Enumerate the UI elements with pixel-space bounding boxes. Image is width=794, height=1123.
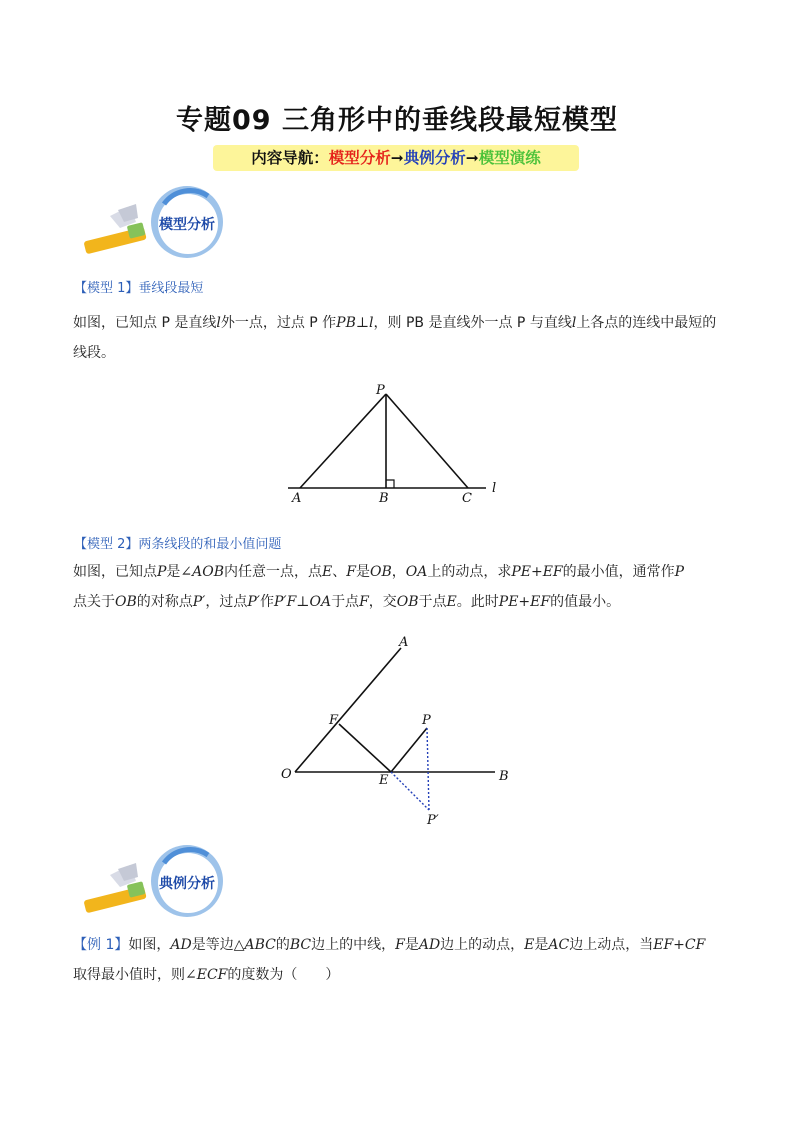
model2-title: 两条线段的和最小值问题 bbox=[138, 537, 282, 552]
model2-paragraph: 如图，已知点P是∠AOB内任意一点，点E、F是OB，OA上的动点，求PE+EF的最小值，通常作P 点关于OB的对称点P′，过点P′作P′F⊥OA于点F，交OB于点E。此时PE+EF的值最小。 bbox=[73, 564, 685, 610]
example1-paragraph: 【例 1】如图，AD是等边△ABC的BC边上的中线，F是AD边上的动点，E是AC边上动点，当EF+CF 取得最小值时，则∠ECF的度数为（ ） bbox=[73, 937, 706, 983]
label-e: E bbox=[379, 773, 389, 788]
label-p: P bbox=[422, 713, 431, 728]
figure-perpendicular-shortest bbox=[280, 380, 510, 505]
page-title: 专题09 三角形中的垂线段最短模型 bbox=[176, 105, 618, 136]
label-b: B bbox=[499, 769, 509, 784]
model1-title: 垂线段最短 bbox=[138, 281, 204, 296]
section-badge-model-analysis bbox=[80, 184, 230, 264]
segment-fe bbox=[339, 724, 391, 772]
section-badge-example-analysis bbox=[80, 843, 230, 923]
label-f: F bbox=[329, 713, 339, 728]
label-p-prime: P′ bbox=[427, 813, 439, 828]
right-angle-mark bbox=[386, 480, 394, 488]
nav-item-model-analysis[interactable]: 模型分析 bbox=[328, 149, 391, 167]
nav-item-model-practice[interactable]: 模型演练 bbox=[478, 149, 541, 167]
ray-oa bbox=[295, 648, 401, 772]
label-b: B bbox=[379, 491, 389, 505]
segment-ep bbox=[391, 728, 427, 772]
label-l: l bbox=[492, 481, 497, 496]
dotted-ep bbox=[391, 772, 429, 810]
badge-label: 典例分析 bbox=[159, 876, 215, 892]
model1-paragraph: 如图，已知点 P 是直线l外一点，过点 P 作PB⊥l，则 PB 是直线外一点 P 与直线l上各点的连线中最短的线段。 bbox=[73, 315, 717, 361]
badge-label: 模型分析 bbox=[159, 217, 215, 233]
arrow-right-icon: ➞ bbox=[465, 149, 479, 167]
label-c: C bbox=[462, 491, 472, 505]
label-o: O bbox=[281, 767, 292, 782]
figure-sum-of-segments bbox=[275, 630, 520, 830]
dotted-pp bbox=[427, 728, 429, 810]
model2-tag: 【模型 2】 bbox=[74, 537, 139, 552]
example1-tag: 【例 1】 bbox=[73, 937, 129, 953]
model2-heading bbox=[74, 533, 281, 552]
label-a: A bbox=[399, 635, 409, 650]
label-p: P bbox=[376, 383, 385, 398]
nav-item-example-analysis[interactable]: 典例分析 bbox=[403, 149, 466, 167]
segment-pc bbox=[386, 394, 468, 488]
label-a: A bbox=[292, 491, 302, 505]
model1-tag: 【模型 1】 bbox=[74, 281, 139, 296]
nav-prefix: 内容导航： bbox=[251, 149, 329, 167]
arrow-right-icon: ➞ bbox=[390, 149, 404, 167]
content-navigation bbox=[213, 145, 579, 171]
segment-pa bbox=[300, 394, 386, 488]
model1-heading bbox=[74, 277, 203, 296]
